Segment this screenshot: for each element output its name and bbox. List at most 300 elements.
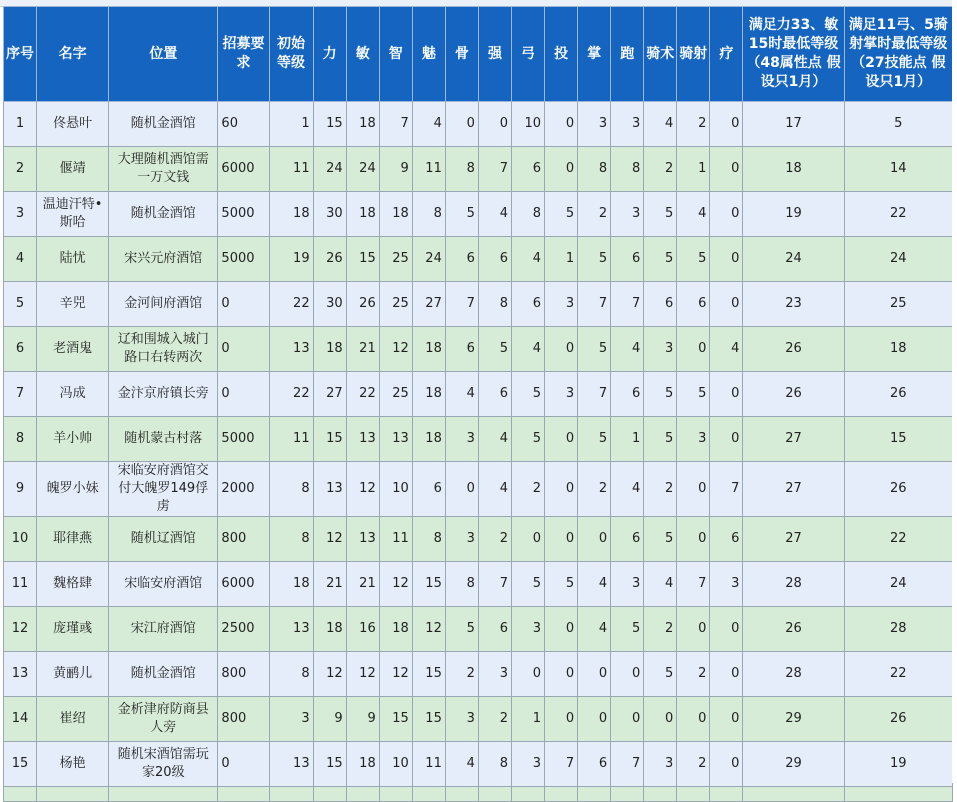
table-cell[interactable]: 12 bbox=[412, 607, 445, 652]
table-cell[interactable]: 13 bbox=[4, 652, 37, 697]
table-cell[interactable]: 6 bbox=[710, 517, 743, 562]
table-cell[interactable]: 5 bbox=[644, 417, 677, 462]
table-cell[interactable]: 8 bbox=[478, 282, 511, 327]
table-cell[interactable]: 2 bbox=[478, 697, 511, 742]
table-row[interactable] bbox=[4, 192, 953, 237]
table-cell[interactable]: 8 bbox=[578, 147, 611, 192]
table-cell[interactable]: 辛兕 bbox=[37, 282, 109, 327]
header-cell[interactable]: 魅 bbox=[412, 7, 445, 102]
header-cell[interactable]: 敏 bbox=[346, 7, 379, 102]
table-cell[interactable]: 0 bbox=[545, 327, 578, 372]
table-cell[interactable]: 7 bbox=[379, 102, 412, 147]
table-cell[interactable]: 2000 bbox=[218, 462, 269, 517]
table-cell[interactable]: 庞瑾彧 bbox=[37, 607, 109, 652]
table-cell[interactable]: 5000 bbox=[218, 417, 269, 462]
table-cell[interactable]: 12 bbox=[346, 462, 379, 517]
table-cell[interactable]: 6 bbox=[578, 742, 611, 787]
table-cell[interactable]: 24 bbox=[346, 147, 379, 192]
table-cell[interactable]: 随机金酒馆 bbox=[109, 652, 218, 697]
table-cell[interactable]: 温迪汗特•斯哈 bbox=[37, 192, 109, 237]
table-cell[interactable]: 29 bbox=[743, 742, 844, 787]
table-cell[interactable]: 800 bbox=[218, 697, 269, 742]
table-cell[interactable]: 800 bbox=[218, 652, 269, 697]
table-cell[interactable]: 1 bbox=[677, 147, 710, 192]
table-cell[interactable]: 5 bbox=[578, 237, 611, 282]
table-cell[interactable]: 6 bbox=[511, 282, 544, 327]
table-cell[interactable]: 15 bbox=[313, 417, 346, 462]
table-cell[interactable]: 3 bbox=[644, 327, 677, 372]
table-cell[interactable]: 18 bbox=[346, 742, 379, 787]
table-cell[interactable]: 耶律燕 bbox=[37, 517, 109, 562]
table-cell[interactable]: 随机金酒馆 bbox=[109, 102, 218, 147]
table-cell[interactable]: 杨艳 bbox=[37, 742, 109, 787]
table-cell[interactable]: 5000 bbox=[218, 237, 269, 282]
table-cell[interactable]: 7 bbox=[478, 562, 511, 607]
table-cell[interactable]: 4 bbox=[445, 372, 478, 417]
table-cell[interactable]: 金河间府酒馆 bbox=[109, 282, 218, 327]
table-cell[interactable]: 24 bbox=[844, 237, 952, 282]
header-cell[interactable]: 掌 bbox=[578, 7, 611, 102]
table-cell[interactable]: 8 bbox=[511, 192, 544, 237]
table-cell[interactable]: 3 bbox=[269, 697, 313, 742]
table-cell[interactable]: 随机蒙古村落 bbox=[109, 417, 218, 462]
table-cell[interactable]: 2 bbox=[644, 462, 677, 517]
table-cell[interactable]: 4 bbox=[445, 742, 478, 787]
table-row[interactable] bbox=[4, 237, 953, 282]
table-cell[interactable]: 4 bbox=[578, 562, 611, 607]
table-cell[interactable]: 0 bbox=[710, 607, 743, 652]
table-cell[interactable]: 12 bbox=[379, 327, 412, 372]
table-cell[interactable]: 30 bbox=[313, 192, 346, 237]
header-cell[interactable]: 满足力33、敏15时最低等级（48属性点 假设只1月） bbox=[743, 7, 844, 102]
table-cell[interactable]: 7 bbox=[545, 742, 578, 787]
table-cell[interactable]: 黄鹂儿 bbox=[37, 652, 109, 697]
table-cell[interactable]: 23 bbox=[743, 282, 844, 327]
table-cell[interactable]: 5 bbox=[511, 562, 544, 607]
table-cell[interactable]: 5 bbox=[677, 372, 710, 417]
table-cell[interactable]: 6 bbox=[511, 147, 544, 192]
table-cell[interactable]: 3 bbox=[4, 192, 37, 237]
table-cell[interactable]: 6 bbox=[478, 237, 511, 282]
table-cell[interactable]: 26 bbox=[844, 372, 952, 417]
header-cell[interactable]: 智 bbox=[379, 7, 412, 102]
table-cell[interactable]: 2 bbox=[677, 652, 710, 697]
table-cell[interactable]: 11 bbox=[269, 147, 313, 192]
header-cell[interactable]: 力 bbox=[313, 7, 346, 102]
table-cell[interactable]: 10 bbox=[4, 517, 37, 562]
table-cell[interactable]: 18 bbox=[313, 327, 346, 372]
table-cell[interactable]: 崔绍 bbox=[37, 697, 109, 742]
table-cell[interactable]: 15 bbox=[346, 237, 379, 282]
table-cell[interactable]: 2 bbox=[578, 462, 611, 517]
table-cell[interactable]: 11 bbox=[4, 562, 37, 607]
table-cell[interactable]: 4 bbox=[710, 327, 743, 372]
table-cell[interactable]: 0 bbox=[710, 697, 743, 742]
table-cell[interactable]: 24 bbox=[412, 237, 445, 282]
table-cell[interactable]: 3 bbox=[611, 102, 644, 147]
table-cell[interactable]: 7 bbox=[677, 562, 710, 607]
table-cell[interactable]: 4 bbox=[412, 102, 445, 147]
table-cell[interactable]: 金汴京府镇长旁 bbox=[109, 372, 218, 417]
table-cell[interactable]: 1 bbox=[269, 102, 313, 147]
table-cell[interactable]: 5 bbox=[644, 517, 677, 562]
table-cell[interactable]: 2 bbox=[578, 192, 611, 237]
table-cell[interactable]: 6 bbox=[677, 282, 710, 327]
table-cell[interactable]: 0 bbox=[710, 237, 743, 282]
table-row[interactable] bbox=[4, 517, 953, 562]
table-cell[interactable]: 0 bbox=[445, 462, 478, 517]
table-cell[interactable]: 18 bbox=[269, 562, 313, 607]
table-cell[interactable]: 2 bbox=[677, 742, 710, 787]
table-cell[interactable]: 10 bbox=[379, 742, 412, 787]
table-cell[interactable]: 12 bbox=[379, 562, 412, 607]
table-row[interactable] bbox=[4, 417, 953, 462]
table-cell[interactable]: 17 bbox=[743, 102, 844, 147]
table-cell[interactable]: 2 bbox=[644, 607, 677, 652]
table-cell[interactable]: 15 bbox=[412, 697, 445, 742]
table-cell[interactable]: 12 bbox=[379, 652, 412, 697]
table-cell[interactable]: 0 bbox=[478, 102, 511, 147]
table-cell[interactable]: 6 bbox=[4, 327, 37, 372]
table-cell[interactable]: 24 bbox=[743, 237, 844, 282]
table-cell[interactable]: 5 bbox=[545, 562, 578, 607]
table-cell[interactable]: 0 bbox=[218, 372, 269, 417]
table-cell[interactable]: 13 bbox=[379, 417, 412, 462]
table-cell[interactable]: 60 bbox=[218, 102, 269, 147]
table-cell[interactable]: 7 bbox=[578, 282, 611, 327]
table-cell[interactable]: 11 bbox=[379, 517, 412, 562]
table-cell[interactable]: 18 bbox=[269, 192, 313, 237]
table-cell[interactable]: 9 bbox=[4, 462, 37, 517]
table-cell[interactable]: 13 bbox=[269, 327, 313, 372]
table-cell[interactable]: 0 bbox=[545, 517, 578, 562]
table-cell[interactable]: 6 bbox=[611, 237, 644, 282]
table-cell[interactable]: 15 bbox=[379, 697, 412, 742]
table-cell[interactable]: 15 bbox=[313, 102, 346, 147]
table-cell[interactable]: 7 bbox=[710, 462, 743, 517]
table-cell[interactable]: 0 bbox=[710, 147, 743, 192]
table-cell[interactable]: 3 bbox=[445, 517, 478, 562]
table-cell[interactable]: 2500 bbox=[218, 607, 269, 652]
header-cell[interactable]: 骑射 bbox=[677, 7, 710, 102]
header-cell[interactable]: 投 bbox=[545, 7, 578, 102]
table-cell[interactable]: 3 bbox=[644, 742, 677, 787]
table-cell[interactable]: 3 bbox=[545, 372, 578, 417]
table-cell[interactable]: 宋临安府酒馆 bbox=[109, 562, 218, 607]
table-cell[interactable]: 大理随机酒馆需一万文钱 bbox=[109, 147, 218, 192]
table-cell[interactable]: 1 bbox=[4, 102, 37, 147]
table-cell[interactable]: 金析津府防商县人旁 bbox=[109, 697, 218, 742]
table-cell[interactable]: 0 bbox=[218, 742, 269, 787]
table-cell[interactable]: 13 bbox=[346, 517, 379, 562]
table-cell[interactable]: 4 bbox=[611, 462, 644, 517]
table-cell[interactable]: 5 bbox=[677, 237, 710, 282]
table-cell[interactable]: 0 bbox=[511, 652, 544, 697]
table-cell[interactable]: 佟悬叶 bbox=[37, 102, 109, 147]
table-cell[interactable]: 4 bbox=[478, 192, 511, 237]
table-cell[interactable]: 0 bbox=[218, 327, 269, 372]
table-cell[interactable]: 26 bbox=[743, 607, 844, 652]
spreadsheet-table[interactable] bbox=[3, 6, 953, 802]
table-cell[interactable]: 8 bbox=[269, 462, 313, 517]
table-cell[interactable]: 随机辽酒馆 bbox=[109, 517, 218, 562]
header-cell[interactable]: 位置 bbox=[109, 7, 218, 102]
table-cell[interactable]: 13 bbox=[346, 417, 379, 462]
table-cell[interactable]: 12 bbox=[346, 652, 379, 697]
table-cell[interactable]: 12 bbox=[313, 517, 346, 562]
table-cell[interactable]: 4 bbox=[578, 607, 611, 652]
table-cell[interactable]: 老酒鬼 bbox=[37, 327, 109, 372]
table-cell[interactable]: 27 bbox=[412, 282, 445, 327]
table-cell[interactable]: 13 bbox=[269, 607, 313, 652]
table-cell[interactable]: 18 bbox=[346, 102, 379, 147]
table-cell[interactable]: 0 bbox=[710, 102, 743, 147]
table-cell[interactable]: 6 bbox=[445, 327, 478, 372]
table-cell[interactable]: 28 bbox=[743, 652, 844, 697]
table-cell[interactable]: 2 bbox=[478, 517, 511, 562]
table-cell[interactable]: 13 bbox=[269, 742, 313, 787]
table-cell[interactable]: 魏格肆 bbox=[37, 562, 109, 607]
table-cell[interactable]: 18 bbox=[412, 372, 445, 417]
table-cell[interactable]: 5 bbox=[578, 417, 611, 462]
table-cell[interactable]: 15 bbox=[313, 742, 346, 787]
table-cell[interactable]: 19 bbox=[743, 192, 844, 237]
table-cell[interactable]: 800 bbox=[218, 517, 269, 562]
header-cell[interactable]: 强 bbox=[478, 7, 511, 102]
table-cell[interactable]: 22 bbox=[844, 192, 952, 237]
table-cell[interactable]: 27 bbox=[313, 372, 346, 417]
table-cell[interactable]: 18 bbox=[379, 607, 412, 652]
table-cell[interactable]: 2 bbox=[677, 102, 710, 147]
table-cell[interactable]: 22 bbox=[844, 652, 952, 697]
table-cell[interactable]: 冯成 bbox=[37, 372, 109, 417]
table-cell[interactable]: 羊小帅 bbox=[37, 417, 109, 462]
table-cell[interactable]: 11 bbox=[412, 147, 445, 192]
table-cell[interactable]: 24 bbox=[844, 562, 952, 607]
table-cell[interactable]: 4 bbox=[677, 192, 710, 237]
table-cell[interactable]: 0 bbox=[677, 327, 710, 372]
header-cell[interactable]: 满足11弓、5骑射掌时最低等级（27技能点 假设只1月） bbox=[844, 7, 952, 102]
table-cell[interactable]: 22 bbox=[269, 372, 313, 417]
table-cell[interactable]: 宋江府酒馆 bbox=[109, 607, 218, 652]
table-cell[interactable]: 1 bbox=[511, 697, 544, 742]
table-cell[interactable]: 4 bbox=[611, 327, 644, 372]
table-cell[interactable]: 24 bbox=[313, 147, 346, 192]
table-cell[interactable]: 5 bbox=[445, 192, 478, 237]
table-cell[interactable]: 0 bbox=[218, 282, 269, 327]
table-row[interactable] bbox=[4, 327, 953, 372]
table-cell[interactable]: 5 bbox=[545, 192, 578, 237]
table-cell[interactable]: 18 bbox=[379, 192, 412, 237]
table-cell[interactable]: 陆忧 bbox=[37, 237, 109, 282]
table-cell[interactable]: 6 bbox=[611, 372, 644, 417]
table-cell[interactable]: 7 bbox=[611, 282, 644, 327]
table-cell[interactable]: 5 bbox=[478, 327, 511, 372]
table-cell[interactable]: 26 bbox=[844, 697, 952, 742]
table-cell[interactable]: 16 bbox=[346, 607, 379, 652]
table-cell[interactable]: 0 bbox=[445, 102, 478, 147]
table-cell[interactable]: 6 bbox=[611, 517, 644, 562]
table-cell[interactable]: 0 bbox=[578, 517, 611, 562]
table-cell[interactable]: 0 bbox=[578, 652, 611, 697]
table-cell[interactable]: 11 bbox=[269, 417, 313, 462]
table-cell[interactable]: 4 bbox=[4, 237, 37, 282]
table-cell[interactable]: 4 bbox=[644, 102, 677, 147]
table-cell[interactable]: 5 bbox=[644, 192, 677, 237]
table-cell[interactable]: 0 bbox=[710, 192, 743, 237]
table-cell[interactable]: 8 bbox=[269, 652, 313, 697]
table-cell[interactable]: 14 bbox=[4, 697, 37, 742]
table-cell[interactable]: 3 bbox=[611, 192, 644, 237]
table-cell[interactable]: 6 bbox=[412, 462, 445, 517]
table-cell[interactable]: 7 bbox=[611, 742, 644, 787]
table-row[interactable] bbox=[4, 102, 953, 147]
table-cell[interactable]: 6000 bbox=[218, 147, 269, 192]
table-cell[interactable]: 8 bbox=[412, 192, 445, 237]
table-cell[interactable]: 5 bbox=[644, 652, 677, 697]
table-cell[interactable]: 5 bbox=[644, 372, 677, 417]
table-cell[interactable]: 3 bbox=[611, 562, 644, 607]
table-cell[interactable]: 15 bbox=[412, 562, 445, 607]
table-cell[interactable]: 18 bbox=[844, 327, 952, 372]
table-cell[interactable]: 7 bbox=[578, 372, 611, 417]
table-cell[interactable]: 0 bbox=[545, 462, 578, 517]
table-cell[interactable]: 22 bbox=[346, 372, 379, 417]
table-cell[interactable]: 5 bbox=[4, 282, 37, 327]
table-cell[interactable]: 15 bbox=[4, 742, 37, 787]
table-cell[interactable]: 22 bbox=[844, 517, 952, 562]
table-cell[interactable]: 0 bbox=[644, 697, 677, 742]
header-cell[interactable]: 招募要求 bbox=[218, 7, 269, 102]
table-cell[interactable]: 宋兴元府酒馆 bbox=[109, 237, 218, 282]
table-cell[interactable]: 1 bbox=[611, 417, 644, 462]
table-cell[interactable]: 0 bbox=[710, 742, 743, 787]
table-cell[interactable]: 0 bbox=[710, 372, 743, 417]
table-cell[interactable]: 3 bbox=[511, 742, 544, 787]
table-cell[interactable]: 18 bbox=[412, 327, 445, 372]
table-cell[interactable]: 0 bbox=[677, 462, 710, 517]
table-cell[interactable]: 6 bbox=[478, 372, 511, 417]
header-cell[interactable]: 初始等级 bbox=[269, 7, 313, 102]
table-cell[interactable]: 4 bbox=[478, 462, 511, 517]
table-cell[interactable]: 0 bbox=[677, 697, 710, 742]
table-cell[interactable]: 21 bbox=[313, 562, 346, 607]
table-cell[interactable]: 0 bbox=[677, 517, 710, 562]
table-cell[interactable]: 5 bbox=[611, 607, 644, 652]
header-cell[interactable]: 骨 bbox=[445, 7, 478, 102]
table-cell[interactable]: 6000 bbox=[218, 562, 269, 607]
table-cell[interactable]: 0 bbox=[710, 417, 743, 462]
table-cell[interactable]: 29 bbox=[743, 697, 844, 742]
table-cell[interactable]: 偃靖 bbox=[37, 147, 109, 192]
table-cell[interactable]: 15 bbox=[412, 652, 445, 697]
table-cell[interactable]: 4 bbox=[511, 237, 544, 282]
table-cell[interactable]: 14 bbox=[844, 147, 952, 192]
table-cell[interactable]: 25 bbox=[844, 282, 952, 327]
table-cell[interactable]: 0 bbox=[545, 697, 578, 742]
table-cell[interactable]: 0 bbox=[677, 607, 710, 652]
table-cell[interactable]: 19 bbox=[844, 742, 952, 787]
table-cell[interactable]: 5 bbox=[445, 607, 478, 652]
table-cell[interactable]: 12 bbox=[4, 607, 37, 652]
table-cell[interactable]: 2 bbox=[511, 462, 544, 517]
table-cell[interactable]: 21 bbox=[346, 327, 379, 372]
table-cell[interactable]: 0 bbox=[710, 652, 743, 697]
table-cell[interactable]: 4 bbox=[478, 417, 511, 462]
header-cell[interactable]: 弓 bbox=[511, 7, 544, 102]
table-cell[interactable]: 25 bbox=[379, 282, 412, 327]
table-cell[interactable]: 3 bbox=[478, 652, 511, 697]
table-cell[interactable]: 0 bbox=[545, 102, 578, 147]
table-cell[interactable]: 9 bbox=[313, 697, 346, 742]
table-row[interactable] bbox=[4, 697, 953, 742]
table-cell[interactable]: 18 bbox=[313, 607, 346, 652]
header-cell[interactable]: 名字 bbox=[37, 7, 109, 102]
table-cell[interactable]: 18 bbox=[743, 147, 844, 192]
table-cell[interactable]: 28 bbox=[844, 607, 952, 652]
table-cell[interactable]: 27 bbox=[743, 462, 844, 517]
table-cell[interactable]: 11 bbox=[412, 742, 445, 787]
table-cell[interactable]: 21 bbox=[346, 562, 379, 607]
table-cell[interactable]: 28 bbox=[743, 562, 844, 607]
table-row[interactable] bbox=[4, 282, 953, 327]
table-cell[interactable]: 6 bbox=[445, 237, 478, 282]
table-cell[interactable]: 0 bbox=[611, 652, 644, 697]
table-cell[interactable]: 13 bbox=[313, 462, 346, 517]
table-cell[interactable]: 5 bbox=[511, 417, 544, 462]
table-cell[interactable]: 魄罗小妹 bbox=[37, 462, 109, 517]
table-cell[interactable]: 5000 bbox=[218, 192, 269, 237]
table-row[interactable] bbox=[4, 607, 953, 652]
table-cell[interactable]: 8 bbox=[611, 147, 644, 192]
table-cell[interactable]: 26 bbox=[346, 282, 379, 327]
table-cell[interactable]: 8 bbox=[4, 417, 37, 462]
table-row[interactable] bbox=[4, 372, 953, 417]
table-cell[interactable]: 8 bbox=[445, 147, 478, 192]
table-cell[interactable]: 8 bbox=[445, 562, 478, 607]
table-cell[interactable]: 0 bbox=[545, 147, 578, 192]
header-cell[interactable]: 骑术 bbox=[644, 7, 677, 102]
table-row[interactable] bbox=[4, 652, 953, 697]
table-cell[interactable]: 0 bbox=[545, 607, 578, 652]
table-cell[interactable]: 3 bbox=[677, 417, 710, 462]
table-cell[interactable]: 5 bbox=[844, 102, 952, 147]
table-cell[interactable]: 7 bbox=[4, 372, 37, 417]
table-cell[interactable]: 4 bbox=[644, 562, 677, 607]
table-cell[interactable]: 22 bbox=[269, 282, 313, 327]
table-cell[interactable]: 0 bbox=[511, 517, 544, 562]
table-cell[interactable]: 15 bbox=[844, 417, 952, 462]
table-cell[interactable]: 0 bbox=[578, 697, 611, 742]
table-cell[interactable]: 8 bbox=[412, 517, 445, 562]
table-cell[interactable]: 6 bbox=[644, 282, 677, 327]
table-cell[interactable]: 25 bbox=[379, 237, 412, 282]
table-cell[interactable]: 26 bbox=[844, 462, 952, 517]
table-row[interactable] bbox=[4, 562, 953, 607]
header-cell[interactable]: 序号 bbox=[4, 7, 37, 102]
table-cell[interactable]: 1 bbox=[545, 237, 578, 282]
table-cell[interactable]: 12 bbox=[313, 652, 346, 697]
table-row[interactable] bbox=[4, 742, 953, 787]
table-cell[interactable]: 25 bbox=[379, 372, 412, 417]
table-cell[interactable]: 3 bbox=[445, 417, 478, 462]
table-cell[interactable]: 18 bbox=[346, 192, 379, 237]
table-cell[interactable]: 随机宋酒馆需玩家20级 bbox=[109, 742, 218, 787]
table-cell[interactable]: 随机金酒馆 bbox=[109, 192, 218, 237]
table-cell[interactable]: 5 bbox=[511, 372, 544, 417]
table-cell[interactable]: 2 bbox=[4, 147, 37, 192]
table-cell[interactable]: 18 bbox=[412, 417, 445, 462]
